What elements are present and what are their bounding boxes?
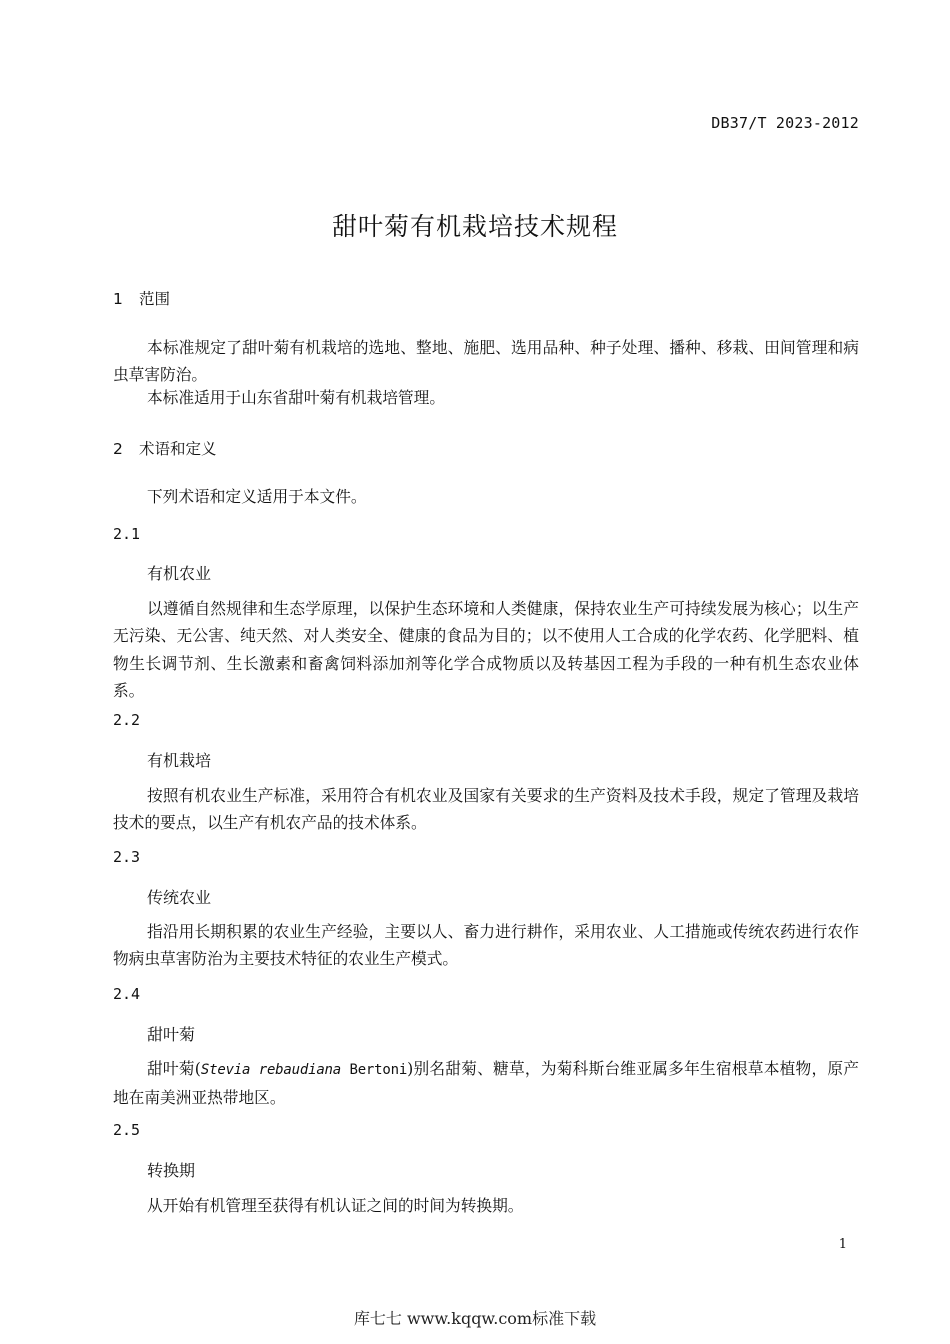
terms-intro: 下列术语和定义适用于本文件。	[147, 487, 367, 506]
scope-paragraph-2: 本标准适用于山东省甜叶菊有机栽培管理。	[147, 388, 446, 407]
section-heading-terms	[113, 437, 217, 459]
term-name: 有机栽培	[147, 751, 212, 770]
term-definition: 按照有机农业生产标准，采用符合有机农业及国家有关要求的生产资料及技术手段，规定了管理及栽培技术的要点，以生产有机农产品的技术体系。	[113, 786, 859, 833]
page-number: 1	[838, 1237, 847, 1252]
term-definition: 从开始有机管理至获得有机认证之间的时间为转换期。	[147, 1196, 524, 1215]
section-number: 2	[113, 440, 123, 458]
term-number: 2.3	[113, 848, 141, 866]
species-author: Bertoni	[341, 1062, 408, 1078]
term-number: 2.5	[113, 1121, 141, 1139]
footer-watermark-text: 库七七 www.kqqw.com标准下载	[353, 1309, 597, 1328]
term-name: 传统农业	[147, 888, 212, 907]
scope-paragraph-1: 本标准规定了甜叶菊有机栽培的选地、整地、施肥、选用品种、种子处理、播种、移栽、田间管理和病虫草害防治。	[113, 338, 859, 385]
term-number: 2.1	[113, 525, 141, 543]
term-name: 转换期	[147, 1161, 196, 1180]
document-code: DB37/T 2023-2012	[711, 114, 859, 132]
term-name: 甜叶菊	[147, 1025, 196, 1044]
species-name: Stevia rebaudiana	[200, 1062, 342, 1078]
def-suffix: )别名甜菊、糖草，为菊科斯台维亚属多年生宿根草本植物，原产地在南美洲亚热带地区。	[113, 1059, 859, 1108]
term-definition: 以遵循自然规律和生态学原理，以保护生态环境和人类健康，保持农业生产可持续发展为核心；以生产无污染、无公害、纯天然、对人类安全、健康的食品为目的；以不使用人工合成的化学农药、化学肥料、植物生长调节剂、生长激素和畜禽饲料添加剂等化学合成物质以及转基因工程为手段的一种有机生态农业体系。	[113, 599, 859, 700]
term-name: 有机农业	[147, 564, 212, 583]
term-definition: 指沿用长期积累的农业生产经验，主要以人、畜力进行耕作，采用农业、人工措施或传统农药进行农作物病虫草害防治为主要技术特征的农业生产模式。	[113, 922, 859, 969]
section-title: 术语和定义	[139, 440, 217, 458]
section-title: 范围	[139, 290, 171, 308]
document-title: 甜叶菊有机栽培技术规程	[331, 212, 618, 241]
section-number: 1	[113, 290, 123, 308]
term-number: 2.2	[113, 711, 141, 729]
def-prefix: 甜叶菊(	[147, 1059, 201, 1078]
term-definition	[113, 1055, 859, 1112]
section-heading-scope	[113, 287, 170, 309]
term-number: 2.4	[113, 985, 141, 1003]
